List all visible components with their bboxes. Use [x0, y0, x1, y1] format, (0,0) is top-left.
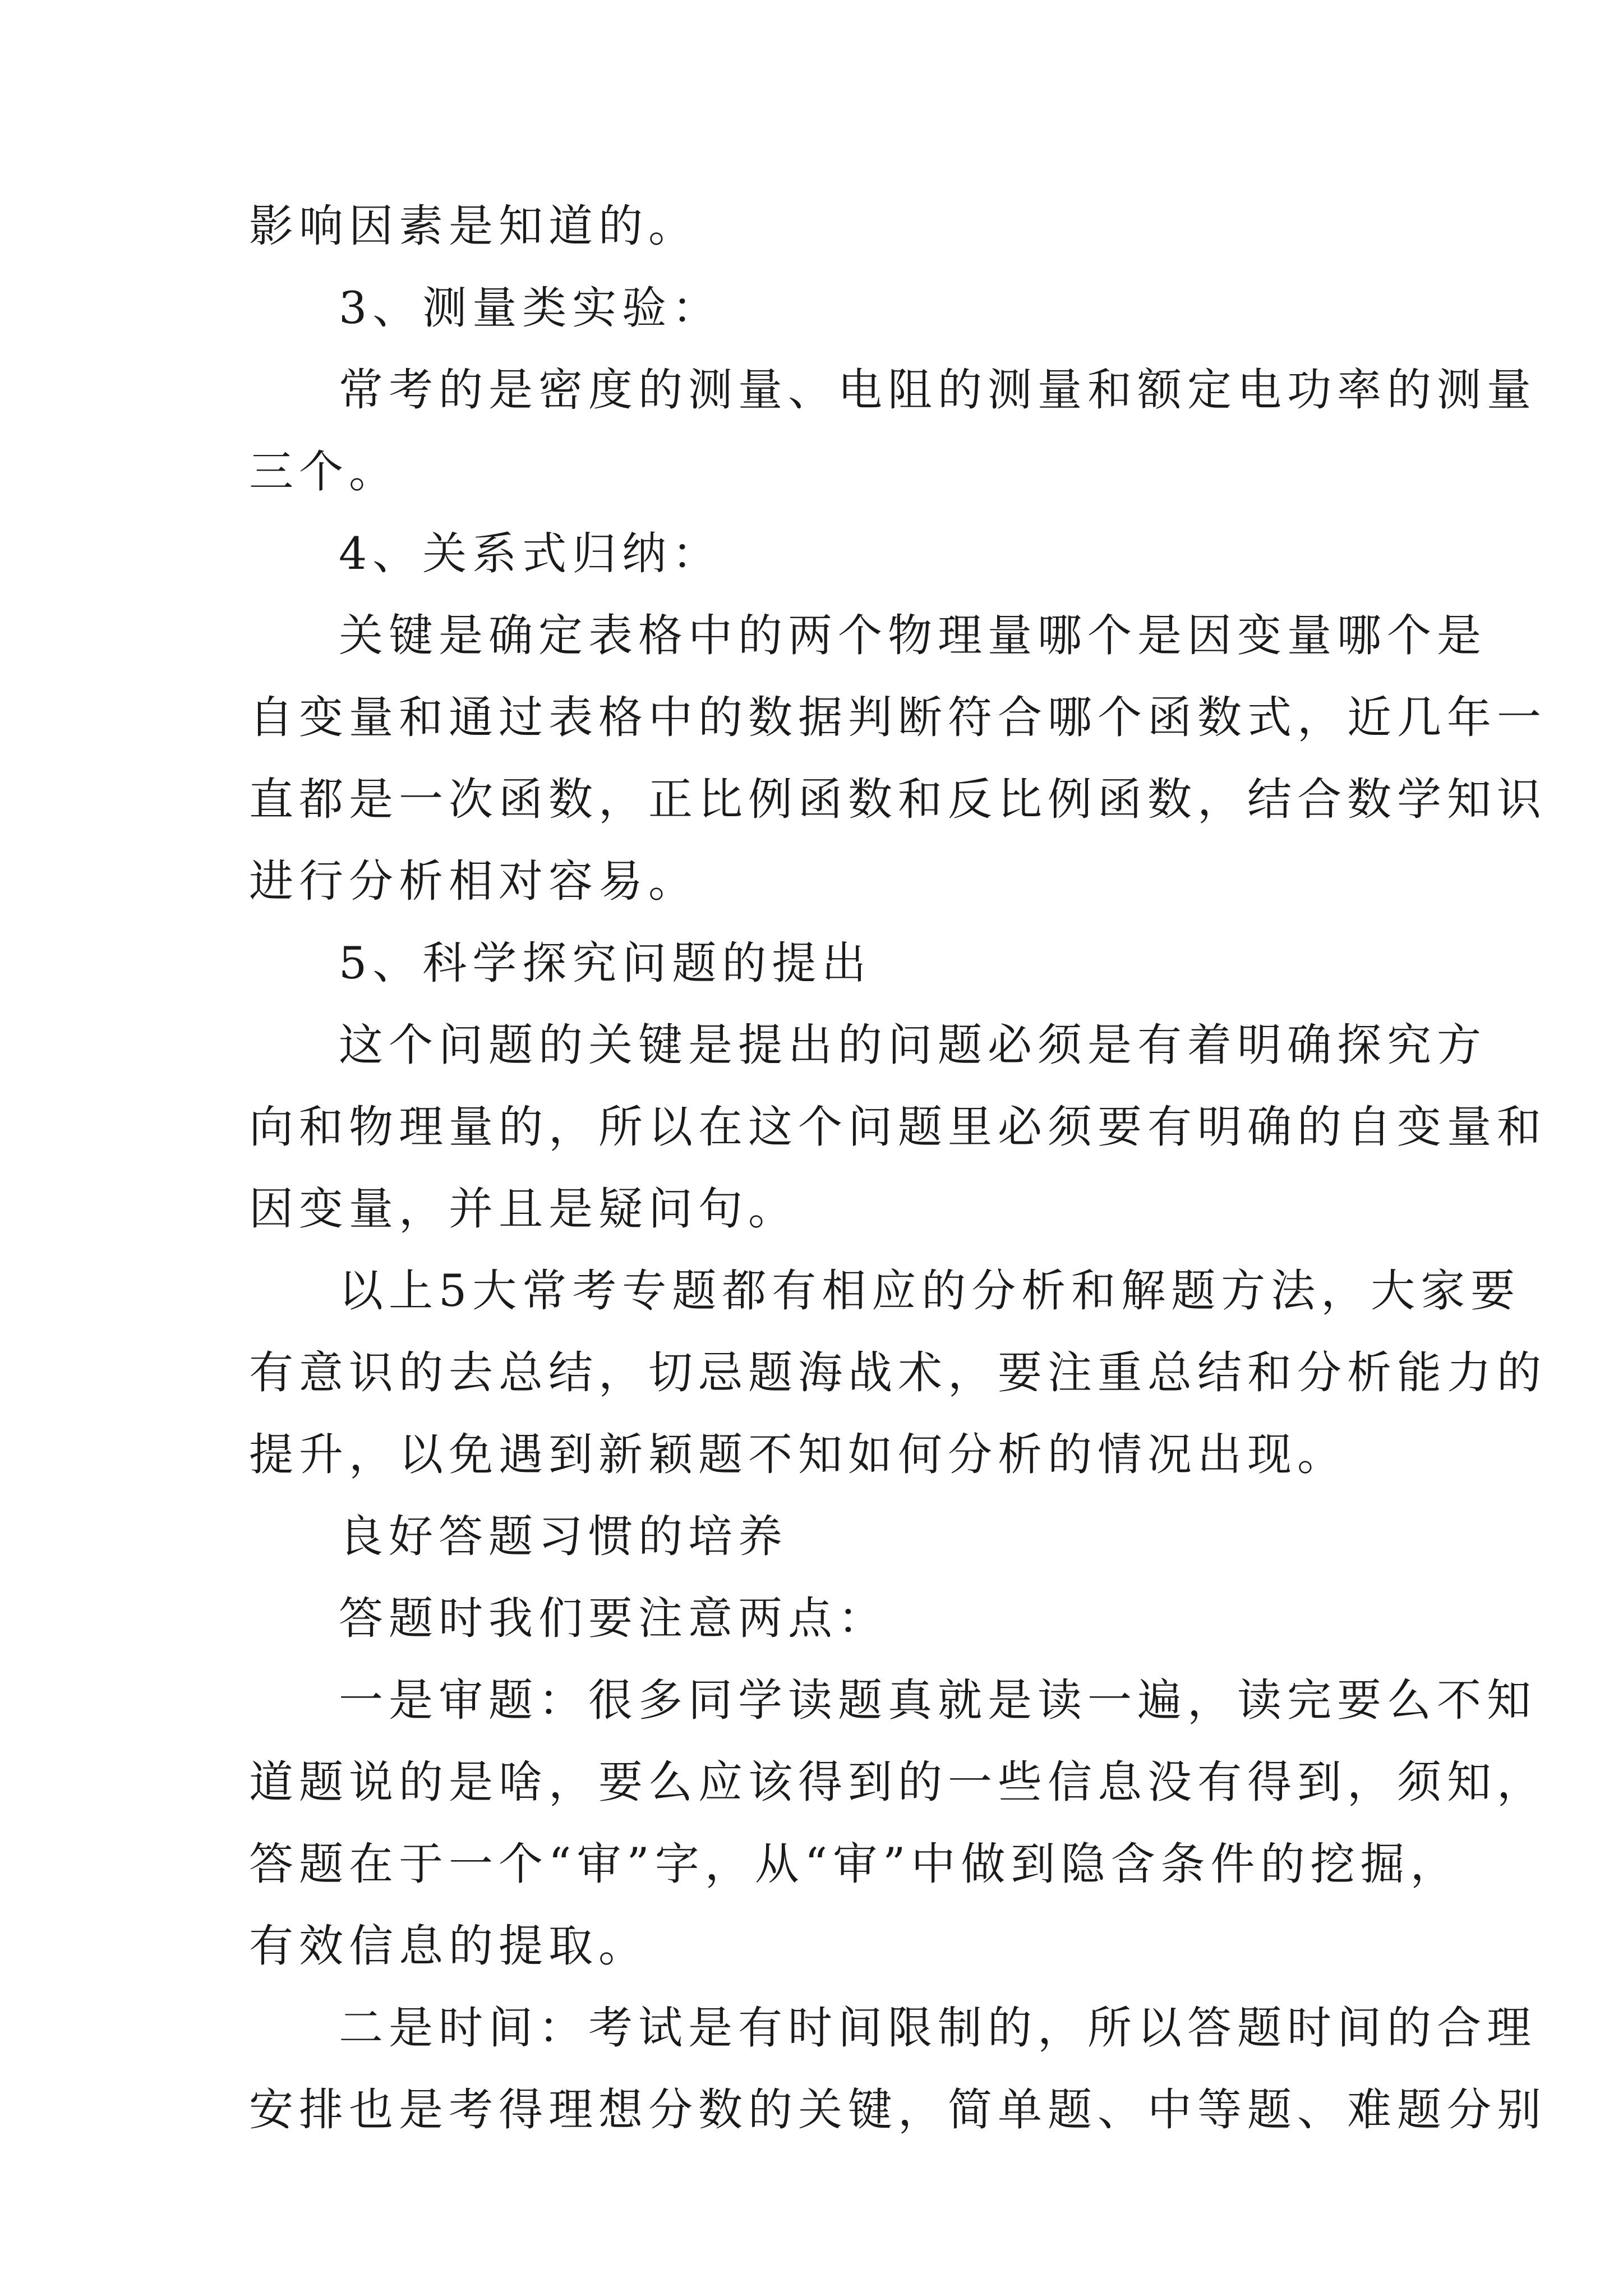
- text-line: 道题说的是啥，要么应该得到的一些信息没有得到，须知，: [249, 1756, 1547, 1808]
- text-line: 关键是确定表格中的两个物理量哪个是因变量哪个是: [339, 610, 1487, 661]
- text-line: 向和物理量的，所以在这个问题里必须要有明确的自变量和: [249, 1101, 1547, 1153]
- text-line: 以上5大常考专题都有相应的分析和解题方法，大家要: [339, 1265, 1521, 1317]
- text-line: 3、测量类实验：: [339, 282, 722, 334]
- text-line: 提升，以免遇到新颖题不知如何分析的情况出现。: [249, 1429, 1347, 1480]
- text-line: 三个。: [249, 446, 399, 498]
- text-line: 良好答题习惯的培养: [339, 1511, 788, 1562]
- text-line: 有意识的去总结，切忌题海战术，要注重总结和分析能力的: [249, 1347, 1547, 1398]
- text-line: 自变量和通过表格中的数据判断符合哪个函数式，近几年一: [249, 692, 1547, 743]
- text-line: 影响因素是知道的。: [249, 200, 698, 252]
- text-line: 5、科学探究问题的提出: [339, 937, 872, 989]
- text-line: 一是审题：很多同学读题真就是读一遍，读完要么不知: [339, 1674, 1537, 1726]
- text-line: 常考的是密度的测量、电阻的测量和额定电功率的测量: [339, 364, 1537, 416]
- text-line: 有效信息的提取。: [249, 1920, 648, 1972]
- text-line: 答题在于一个“审”字，从“审”中做到隐含条件的挖掘，: [249, 1838, 1460, 1890]
- text-line: 安排也是考得理想分数的关键，简单题、中等题、难题分别: [249, 2084, 1547, 2136]
- text-line: 4、关系式归纳：: [339, 528, 722, 579]
- text-line: 答题时我们要注意两点：: [339, 1593, 888, 1644]
- body-text: [249, 185, 1547, 2151]
- text-line: 直都是一次函数，正比例函数和反比例函数，结合数学知识: [249, 774, 1547, 825]
- text-line: 因变量，并且是疑问句。: [249, 1183, 798, 1235]
- text-line: 进行分析相对容易。: [249, 855, 698, 907]
- text-line: 这个问题的关键是提出的问题必须是有着明确探究方: [339, 1019, 1487, 1071]
- text-line: 二是时间：考试是有时间限制的，所以答题时间的合理: [339, 2002, 1537, 2054]
